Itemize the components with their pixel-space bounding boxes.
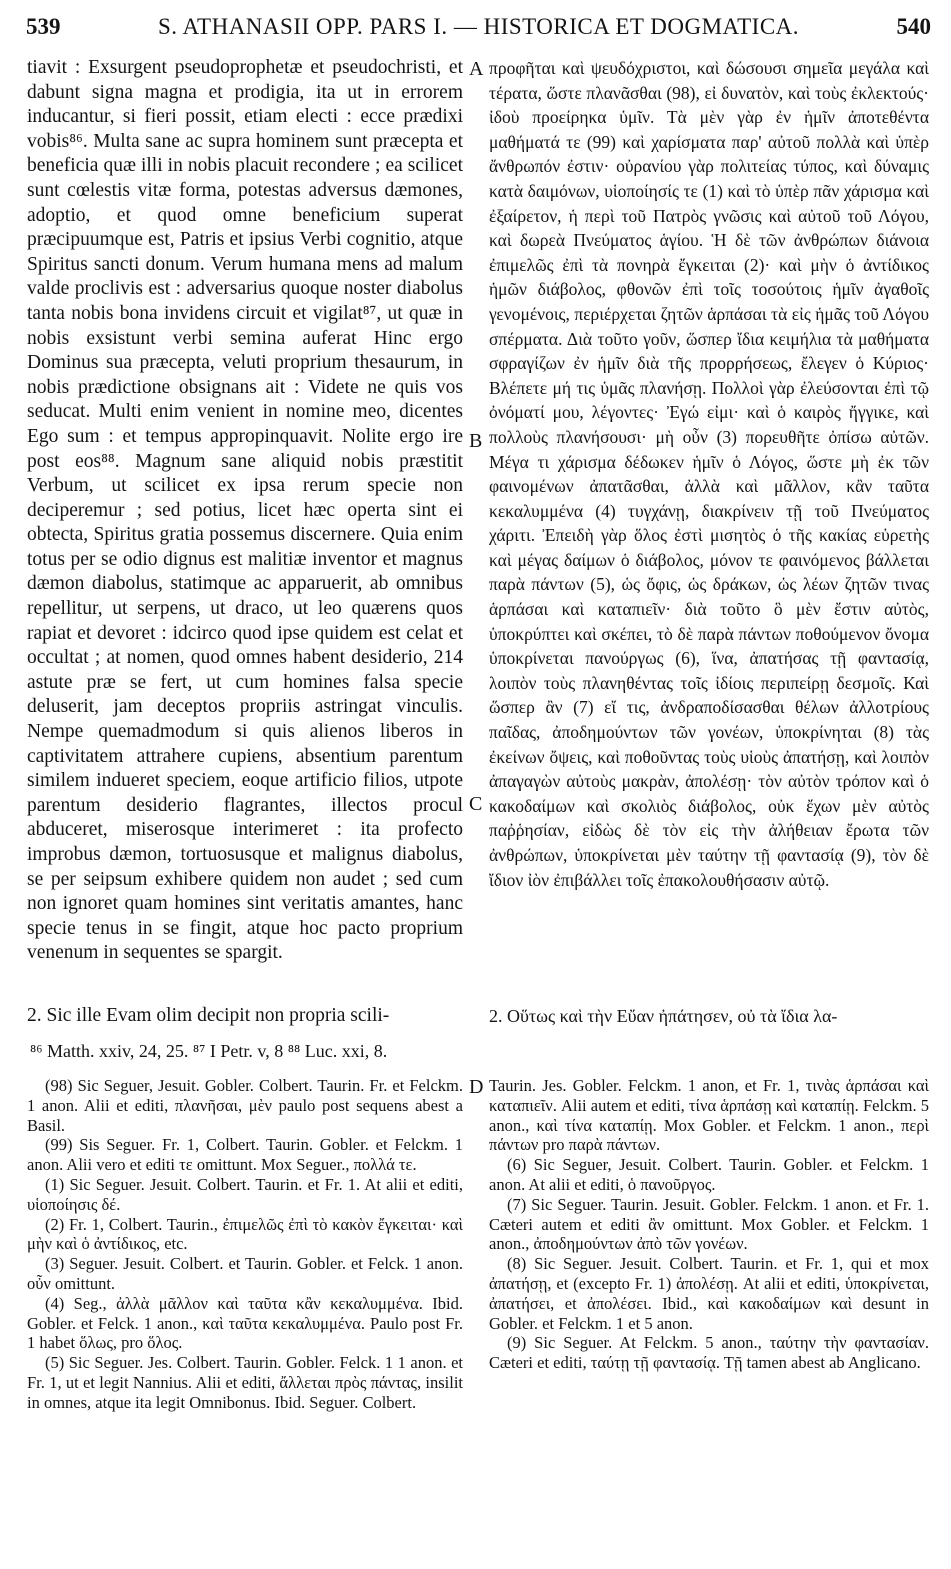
latin-paragraph: tiavit : Exsurgent pseudoprophetæ et pseudochristi, et dabunt signa magna et prodigia, ita ut in errorem inducantur, si fieri possit, etiam electi : ecce prædixi vobis⁸⁶. Multa sane ac supra hominem sunt præcepta et beneficia quæ illi in nobis placuit recondere ; ea scilicet sunt cœlestis vitæ forma, potestas adversus dæmones, adoptio, et quod omne beneficium superat præcipuumque est, Patris et ipsius Verbi cognitio, atque Spiritus sancti donum. Verum humana mens ad malum valde proclivis est : adversarius quoque noster diabolus tanta nobis bona invidens circuit et vigilat⁸⁷, ut quæ in nobis exsistunt verbi semina auferat Hinc ergo Dominus sua præcepta, veluti proprium thesaurum, in nobis prædictione obsignans ait : Videte ne quis vos seducat. Multi enim venient in nomine meo, dicentes Ego sum : et tempus appropinquavit. Nolite ergo ire post eos⁸⁸. Magnum sane aliquid nobis præstitit Verbum, ut scilicet ex ipsa rerum specie non deciperemur ; sed potius, licet hæc operta sint ei obtecta, Spiritus gratia possemus discernere. Quia enim totus per se odio dignus est malitiæ inventor et magnus dæmon diabolus, statimque ac apparuerit, ab omnibus repellitur, ut serpens, ut draco, ut leo quærens quos rapiat et devoret : idcirco quod ipse quidem est celat et occultat ; at nomen, quod omnes habent desiderio, 214 astute præ se fert, ut cum homines falsa specie deluserit, jam deceptos propriis astringat vinculis. Nempe quemadmodum si quis alienos liberos in captivitatem attrahere cupiens, absentium parentum similem indueret speciem, eoque artificio filios, utpote parentum desiderio flagrantes, illectos procul abduceret, miserosque interimeret : ita profecto improbus dæmon, tortuosusque et malignus diabolus, se per seipsum exhibere quidem non audet ; sed cum non ignoret quam homines sint veritatis amantes, hanc specie tenus in se fingit, atque hoc pacto proprium venenum in sequentes se spargit. xyxy=(27,57,463,964)
footnote: (3) Seguer. Jesuit. Colbert. et Taurin. Gobler. et Felck. 1 anon. οὖν omittunt. xyxy=(27,1254,463,1293)
footnote: (4) Seg., ἀλλὰ μᾶλλον καὶ ταῦτα κἂν κεκαλυμμένα. Ibid. Gobler. et Felck. 1 anon., καὶ ταῦτα κεκαλυμμένα. Paulo post Fr. 1 habet ὅλως, pro ὅλος. xyxy=(27,1293,463,1353)
page-header xyxy=(26,14,931,44)
margin-letter-c: C xyxy=(469,793,483,815)
margin-letter-d: D xyxy=(469,1076,484,1098)
footnote: (98) Sic Seguer, Jesuit. Gobler. Colbert. Taurin. Fr. et Felckm. 1 anon. Alii et editi, πλανῆσαι, μὲν paulo post sequens abest a Basil. xyxy=(27,1076,463,1135)
footnote: (8) Sic Seguer. Jesuit. Colbert. Taurin. et Fr. 1, qui et mox ἀπατήσῃ, et (excepto Fr. 1) ἀπολέσῃ. At alii et editi, ὑποκρίνεται, ἀπατήσει, et ἀπολέσει. Ibid., καὶ κακοδαίμων καὶ desunt in Gobler. et Felckm. 1 et 5 anon. xyxy=(489,1254,929,1333)
page-number-right: 540 xyxy=(896,14,931,39)
footnote: (1) Sic Seguer. Jesuit. Colbert. Taurin. et Fr. 1. At alii et editi, υἱοποίησις δέ. xyxy=(27,1174,463,1214)
footnote: (9) Sic Seguer. At Felckm. 5 anon., ταύτην τὴν φαντασίαν. Cæteri et editi, ταύτῃ τῇ φαντασίᾳ. Τῇ tamen abest ab Anglicano. xyxy=(489,1333,929,1373)
footnotes-left xyxy=(27,1076,463,1413)
running-title: S. ATHANASII OPP. PARS I. — HISTORICA ET DOGMATICA. xyxy=(157,14,800,39)
greek-column xyxy=(489,56,929,892)
greek-paragraph: προφῆται καὶ ψευδόχριστοι, καὶ δώσουσι σημεῖα μεγάλα καὶ τέρατα, ὥστε πλανᾶσθαι (98), εἰ δυνατὸν, καὶ τοὺς ἐκλεκτούς· ἰδοὺ προείρηκα ὑμῖν. Τὰ μὲν γὰρ ἐν ἡμῖν ἀποτεθέντα μαθήματά τε (99) καὶ χαρίσματα παρ' αὐτοῦ πολλὰ καὶ ὑπὲρ ἄνθρωπόν ἐστιν· οὐρανίου γὰρ πολιτείας τύπος, καὶ δύναμις κατὰ δαιμόνων, υἱοποίησίς τε (1) καὶ τὸ ὑπὲρ πᾶν χάρισμα καὶ ἐξαίρετον, ἡ περὶ τοῦ Πατρὸς γνῶσις καὶ αὐτοῦ τοῦ Λόγου, καὶ δωρεὰ Πνεύματος ἁγίου. Ἡ δὲ τῶν ἀνθρώπων διάνοια ἐπιμελῶς ἐπὶ τὰ πονηρὰ ἔγκειται (2)· καὶ μὴν ὁ ἀντίδικος ἡμῶν διάβολος, φθονῶν ἐπὶ τοῖς τοσούτοις ἡμῖν ἀγαθοῖς γενομένοις, περιέρχεται ζητῶν ἁρπάσαι τὰ εἰς ἡμᾶς τοῦ Λόγου σπέρματα. Διὰ τοῦτο γοῦν, ὥσπερ ἴδια κειμήλια τὰ μαθήματα σφραγίζων ἐν ἡμῖν διὰ τῆς προρρήσεως, ἔλεγεν ὁ Κύριος· Βλέπετε μή τις ὑμᾶς πλανήσῃ. Πολλοὶ γὰρ ἐλεύσονται ἐπὶ τῷ ὀνόματί μου, λέγοντες· Ἐγώ εἰμι· καὶ ὁ καιρὸς ἤγγικε, καὶ πολλοὺς πλανήσουσι· μὴ οὖν (3) πορευθῆτε ὀπίσω αὐτῶν. Μέγα τι χάρισμα δέδωκεν ἡμῖν ὁ Λόγος, ὥστε μὴ ἐκ τῶν φαινομένων ἀπατᾶσθαι, ἀλλὰ καὶ μᾶλλον, κἂν ταῦτα κεκαλυμμένα (4) τυγχάνῃ, διακρίνειν τῇ τοῦ Πνεύματος χάριτι. Ἐπειδὴ γὰρ ὅλος ἐστὶ μισητὸς ὁ τῆς κακίας εὑρετὴς καὶ μέγας δαίμων ὁ διάβολος, μόνον τε φαινόμενος βάλλεται παρὰ πάντων (5), ὡς ὄφις, ὡς δράκων, ὡς λέων ζητῶν τινας ἁρπάσαι καὶ καταπιεῖν· διὰ τοῦτο ὃ μὲν ἔστιν αὐτὸς, ὑποκρύπτει καὶ σκέπει, τὸ δὲ παρὰ πάντων ποθούμενον ὄνομα ὑποκρίνεται πανούργως (6), ἵνα, ἀπατήσας τῇ φαντασίᾳ, λοιπὸν τοὺς πλανηθέντας τοῖς ἰδίοις περιπείρῃ δεσμοῖς. Καὶ ὥσπερ ἂν (7) εἴ τις, ἀνδραποδίσασθαι θέλων ἀλλοτρίους παῖδας, ἀποδημούντων τῶν γονέων, ὑποκρίνηται (8) τὰς ἐκείνων ὄψεις, καὶ ποθοῦντας τοὺς υἱοὺς ἀπατήσῃ, καὶ λοιπὸν ἀπαγαγὼν αὐτοὺς μακρὰν, ἀπολέσῃ· τὸν αὐτὸν τρόπον καὶ ὁ κακοδαίμων καὶ σκολιὸς διάβολος, οὐκ ἔχων μὲν αὐτὸς παῤῥησίαν, εἰδὼς δὲ τὸν εἰς τὴν ἀλήθειαν ἔρωτα τῶν ἀνθρώπων, ὑποκρίνεται μὲν ταύτην τῇ φαντασίᾳ (9), τὸν δὲ ἴδιον ἰὸν ἐπιβάλλει τοῖς ἐπακολουθήσασιν αὐτῷ. xyxy=(489,58,929,890)
latin-column xyxy=(27,56,463,966)
footnote: (7) Sic Seguer. Taurin. Jesuit. Gobler. Felckm. 1 anon. et Fr. 1. Cæteri autem et editi ἂν omittunt. Mox Gobler. et Felckm. 1 anon., ἀποδημούντων ἀπὸ τῶν γονέων. xyxy=(489,1194,929,1254)
footnote: (6) Sic Seguer, Jesuit. Colbert. Taurin. Gobler. et Felckm. 1 anon. At alii et editi, ὁ πανοῦργος. xyxy=(489,1155,929,1194)
footnotes-right xyxy=(489,1076,929,1373)
footnote: (99) Sis Seguer. Fr. 1, Colbert. Taurin. Gobler. et Felckm. 1 anon. Alii vero et editi τε omittunt. Mox Seguer., πολλά τε. xyxy=(27,1135,463,1175)
margin-letter-a: A xyxy=(469,58,484,80)
margin-letter-b: B xyxy=(469,430,483,452)
scripture-references: ⁸⁶ Matth. xxiv, 24, 25. ⁸⁷ I Petr. v, 8 ⁸⁸ Luc. xxi, 8. xyxy=(30,1041,388,1061)
latin-section-2: 2. Sic ille Evam olim decipit non propria scili- xyxy=(27,1005,390,1026)
footnote: (2) Fr. 1, Colbert. Taurin., ἐπιμελῶς ἐπὶ τὸ κακὸν ἔγκειται· καὶ μὴν καὶ ὁ ἀντίδικος, etc. xyxy=(27,1214,463,1254)
footnote: Taurin. Jes. Gobler. Felckm. 1 anon, et Fr. 1, τινὰς ἁρπάσαι καὶ καταπιεῖν. Alii autem et editi, τίνα ἁρπάσῃ καὶ καταπίῃ. Felckm. 5 anon., καὶ τίνα καταπίῃ. Mox Gobler. et Felckm. 1 anon., περὶ πάντων pro παρὰ πάντων. xyxy=(489,1076,929,1155)
greek-section-2: 2. Οὕτως καὶ τὴν Εὔαν ἠπάτησεν, οὐ τὰ ἴδια λα- xyxy=(489,1006,838,1026)
page-number-left: 539 xyxy=(26,14,61,39)
footnote: (5) Sic Seguer. Jes. Colbert. Taurin. Gobler. Felck. 1 1 anon. et Fr. 1, ut et legit Nannius. Alii et editi, ἄλλεται πρὸς πάντας, insilit in omnes, atque ita legit Omnibonus. Ibid. Seguer. Colbert. xyxy=(27,1353,463,1412)
